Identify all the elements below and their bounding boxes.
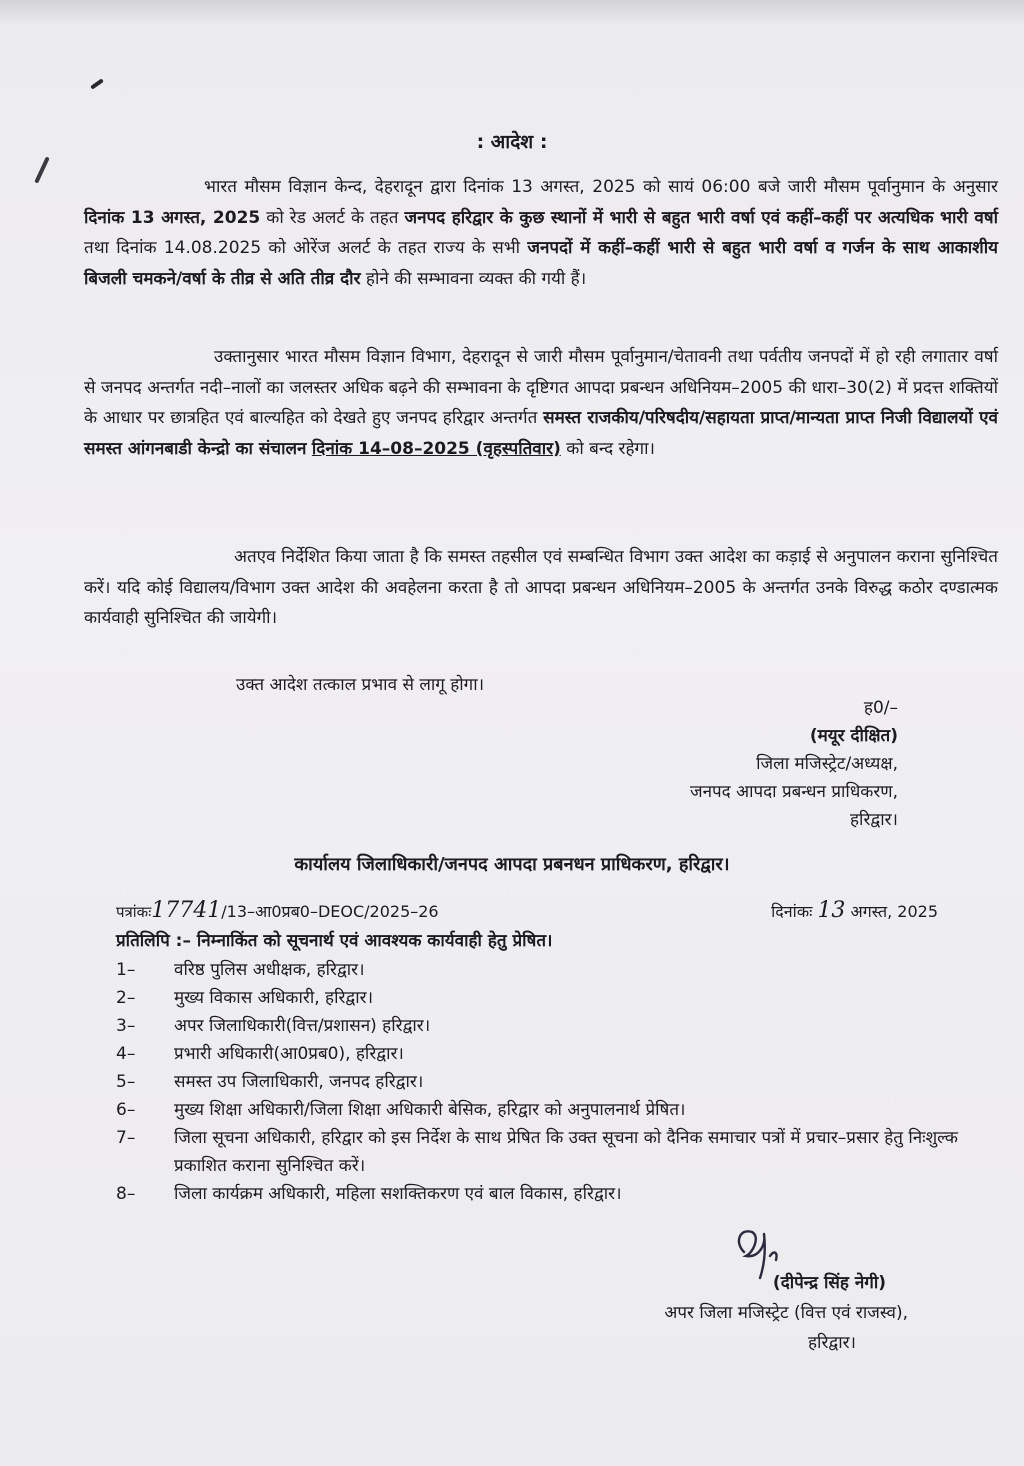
order-paragraph-2	[84, 342, 998, 464]
list-item	[116, 1096, 996, 1124]
copy-list	[116, 956, 996, 1208]
list-item	[116, 1180, 996, 1208]
list-item	[116, 1040, 996, 1068]
list-number: 5–	[116, 1072, 136, 1092]
copy-heading: प्रतिलिपि :– निम्नाकिंत को सूचनार्थ एवं आवश्यक कार्यवाही हेतु प्रेषित।	[116, 931, 553, 951]
list-text: जिला सूचना अधिकारी, हरिद्वार को इस निर्देश के साथ प्रेषित कि उक्त सूचना को दैनिक समाचार पत्रों में प्रचार–प्रसार हेतु निःशुल्क प्रकाशित कराना सुनिश्चित करें।	[174, 1128, 958, 1176]
list-item	[116, 1068, 996, 1096]
para2-text: उक्तानुसार भारत मौसम विज्ञान विभाग, देहरादून से जारी मौसम पूर्वानुमान/चेतावनी तथा पर्वतीय जनपदों में हो रही लगातार वर्षा से जनपद अन्तर्गत नदी–नालों का जलस्तर अधिक बढ़ने की सम्भावना के दृष्टिगत आपदा प्रबन्धन अधिनियम–2005 की धारा–30(2) में प्रदत्त शक्तियों के आधार पर छात्रहित एवं बाल्यहित को देखते हुए जनपद हरिद्वार अन्तर्गत	[84, 347, 998, 428]
list-text: अपर जिलाधिकारी(वित्त/प्रशासन) हरिद्वार।	[174, 1016, 431, 1036]
date-label: दिनांकः	[771, 902, 813, 921]
signatory-2-name: (दीपेन्द्र सिंह नेगी)	[772, 1273, 886, 1293]
letter-number-label: पत्रांकः	[116, 903, 152, 921]
para2-text: को बन्द रहेगा।	[560, 438, 655, 459]
letter-number	[116, 898, 439, 923]
list-number: 7–	[116, 1128, 136, 1148]
para1-text: होने की सम्भावना व्यक्त की गयी हैं।	[360, 268, 587, 289]
list-text: समस्त उप जिलाधिकारी, जनपद हरिद्वार।	[174, 1072, 424, 1092]
para1-bold-forecast: जनपद हरिद्वार के कुछ स्थानों में भारी से बहुत भारी वर्षा एवं कहीं–कहीं पर अत्यधिक भारी वर्षा	[404, 207, 998, 228]
para2-closure-date: दिनांक 14–08–2025 (वृहस्पतिवार)	[311, 438, 561, 459]
office-line: कार्यालय जिलाधिकारी/जनपद आपदा प्रबनधन प्राधिकरण, हरिद्वार।	[294, 854, 730, 875]
signatory-2-designation: अपर जिला मजिस्ट्रेट (वित्त एवं राजस्व),	[664, 1303, 908, 1323]
letter-number-suffix: /13–आ0प्रब0–DEOC/2025–26	[221, 902, 439, 921]
signatory-1	[690, 694, 898, 834]
signatory-2-place: हरिद्वार।	[808, 1333, 856, 1353]
signatory-1-designation: जिला मजिस्ट्रेट/अध्यक्ष,	[756, 754, 898, 774]
letter-date	[771, 898, 938, 923]
signatory-1-name: (मयूर दीक्षित)	[809, 726, 898, 746]
signatory-1-place: हरिद्वार।	[850, 810, 898, 830]
order-heading: : आदेश :	[476, 131, 548, 153]
para1-text: तथा दिनांक 14.08.2025 को ओरेंज अलर्ट के तहत राज्य के सभी	[84, 238, 528, 258]
list-number: 8–	[116, 1184, 136, 1204]
para1-text: भारत मौसम विज्ञान केन्द, देहरादून द्वारा दिनांक 13 अगस्त, 2025 को सायं 06:00 बजे जारी मौसम पूर्वानुमान के अनुसार	[204, 177, 998, 197]
list-text: मुख्य विकास अधिकारी, हरिद्वार।	[174, 988, 374, 1008]
date-rest: अगस्त, 2025	[850, 902, 938, 921]
list-item	[116, 984, 996, 1012]
handwritten-number: 17741	[151, 898, 222, 923]
list-item	[116, 956, 996, 984]
pen-mark	[34, 156, 49, 183]
list-text: वरिष्ठ पुलिस अधीक्षक, हरिद्वार।	[174, 960, 365, 980]
list-number: 4–	[116, 1044, 136, 1064]
list-number: 2–	[116, 988, 136, 1008]
list-item	[116, 1124, 996, 1180]
signatory-1-designation: जनपद आपदा प्रबन्धन प्राधिकरण,	[689, 782, 898, 802]
list-text: जिला कार्यक्रम अधिकारी, महिला सशक्तिकरण एवं बाल विकास, हरिद्वार।	[174, 1184, 622, 1204]
list-number: 3–	[116, 1016, 136, 1036]
para1-bold-forecast: जनपदों में कहीं–कहीं भारी से बहुत भारी वर्षा व गर्जन के साथ आकाशीय बिजली चमकने/वर्षा के तीव्र से अति तीव्र दौर	[84, 238, 998, 289]
para1-text: को रेड अलर्ट के तहत	[260, 207, 405, 228]
signed-mark: ह0/–	[863, 698, 898, 718]
list-number: 6–	[116, 1100, 136, 1120]
para2-bold-closure: समस्त राजकीय/परिषदीय/सहायता प्राप्त/मान्यता प्राप्त निजी विद्यालयों एवं समस्त आंगनबाडी केन्द्रो का संचालन	[84, 408, 998, 459]
list-text: प्रभारी अधिकारी(आ0प्रब0), हरिद्वार।	[174, 1044, 404, 1064]
signatory-2-designation-block	[664, 1298, 908, 1358]
order-paragraph-1	[84, 172, 998, 294]
list-text: मुख्य शिक्षा अधिकारी/जिला शिक्षा अधिकारी बेसिक, हरिद्वार को अनुपालनार्थ प्रेषित।	[174, 1100, 686, 1120]
order-paragraph-3: अतएव निर्देशित किया जाता है कि समस्त तहसील एवं सम्बन्धित विभाग उक्त आदेश का कड़ाई से अनुपालन कराना सुनिश्चित करें। यदि कोई विद्यालय/विभाग उक्त आदेश की अवहेलना करता है तो आपदा प्रबन्धन अधिनियम–2005 के अन्तर्गत उनके विरुद्ध कठोर दण्डात्मक कार्यवाही सुनिश्चित की जायेगी।	[84, 547, 998, 628]
pen-mark	[90, 78, 104, 89]
list-item	[116, 1012, 996, 1040]
handwritten-day: 13	[817, 898, 846, 923]
signatory-2	[773, 1268, 886, 1298]
scan-top-shadow	[0, 0, 1024, 26]
list-number: 1–	[116, 960, 136, 980]
para1-bold-date: दिनांक 13 अगस्त, 2025	[84, 207, 261, 228]
effect-line: उक्त आदेश तत्काल प्रभाव से लागू होगा।	[236, 675, 485, 695]
